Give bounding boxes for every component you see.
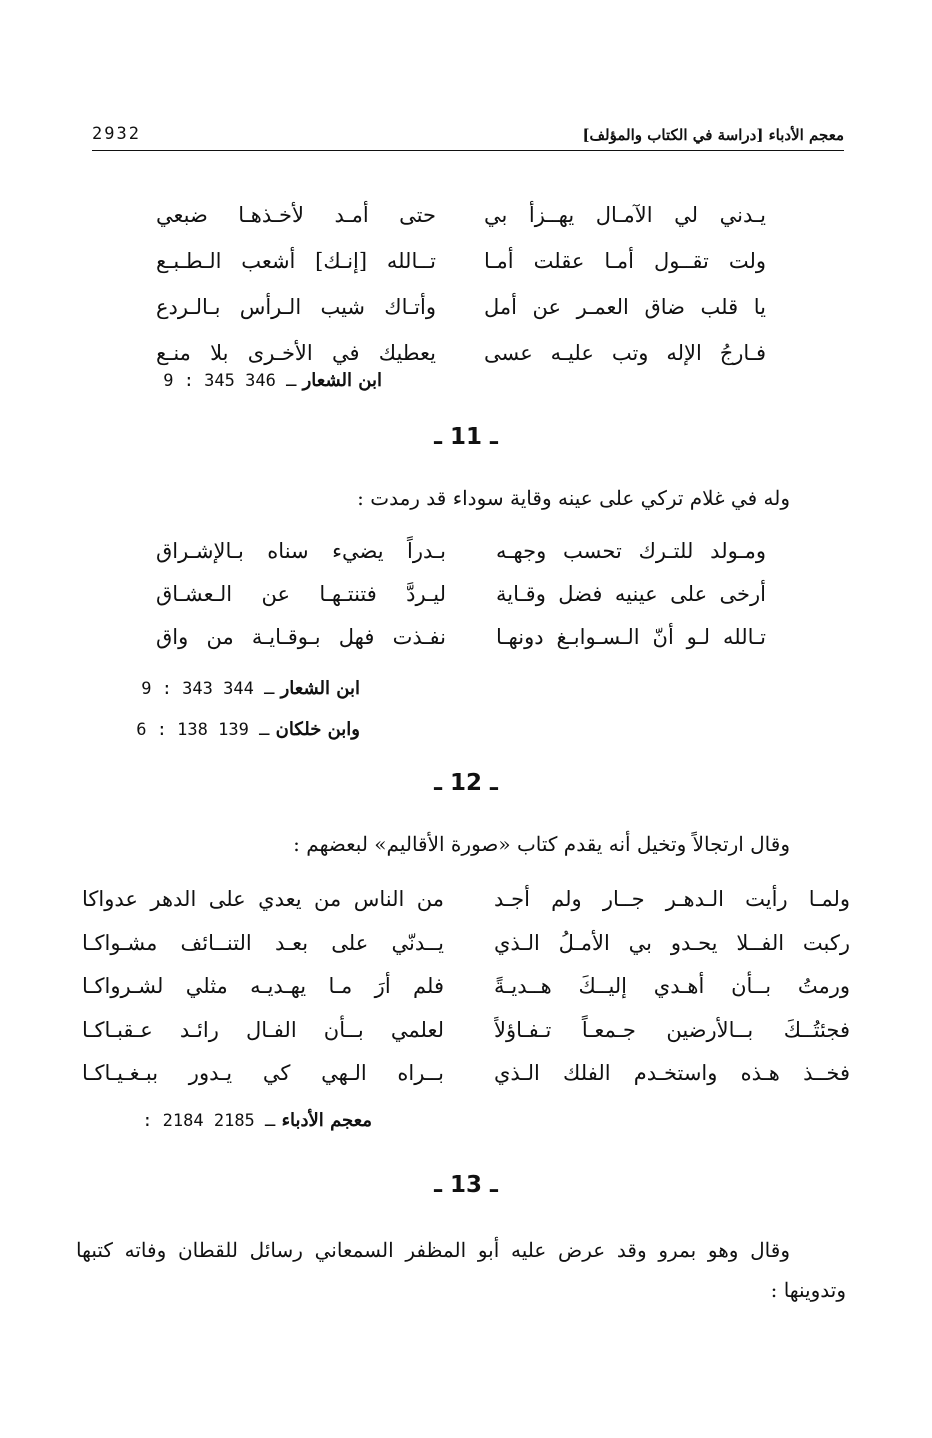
header-rule <box>92 150 844 151</box>
source-label: ابن الشعار <box>302 370 382 391</box>
verse-hemistich-left: لعلمي بــأن الفـال رائـد عـقبـاكـا <box>82 1017 444 1042</box>
verse-hemistich-left: بـدراً يضيء سناه بـالإشـراق <box>156 539 446 563</box>
verse-row <box>156 192 766 238</box>
page-number: 2932 <box>92 124 141 144</box>
poem-11 <box>156 530 766 659</box>
verse-hemistich-left: فلم أرَ مـا يهـديـه مثلي لشـرواكـا <box>82 974 444 998</box>
verse-hemistich-left: تــالله [إنـك] أشعب الـطـبـع <box>156 249 436 273</box>
verse-hemistich-right: فـارجُ الإله وتب عليـه عسى <box>484 341 766 365</box>
verse-hemistich-right: ركبت الفــلا يحـدو بي الأمـلُ الـذي <box>494 930 850 955</box>
verse-row <box>156 573 766 616</box>
verse-hemistich-right: فخــذ هـذه واستخـدم الفلك الـذي <box>494 1061 850 1085</box>
verse-hemistich-right: ورمتُ بــأن أهـدي إليــكَ هــديـةً <box>494 974 850 998</box>
section-13-prose <box>76 1230 846 1310</box>
verse-row <box>82 922 850 966</box>
verse-hemistich-left: بــراه الـهي كي يـدور ببـغـيـاكـا <box>82 1061 444 1085</box>
verse-hemistich-right: يـدني لي الآمـال يهــزأ بي <box>484 203 766 227</box>
verse-row <box>156 530 766 573</box>
source-reference: 6 : 138 ـ 139 <box>136 720 270 740</box>
source-label: وابن خلكان <box>275 719 360 740</box>
poem-12 <box>82 878 850 1096</box>
source-reference: 9 : 343 ـ 344 <box>141 679 275 699</box>
verse-row <box>156 284 766 330</box>
verse-hemistich-right: فجئتُــكَ بــالأرضين جـمعـاً تـفـاؤلاً <box>494 1017 850 1042</box>
verse-row <box>82 965 850 1009</box>
book-title: معجم الأدباء [دراسة في الكتاب والمؤلف] <box>582 126 844 144</box>
section-number-13: ـ 13 ـ <box>434 1172 498 1198</box>
source-reference: : 2184 ـ 2185 <box>142 1111 276 1131</box>
verse-hemistich-left: يــدنّي على بعـد التنــائف مشـواكـا <box>82 930 444 955</box>
section-12-intro: وقال ارتجالاً وتخيل أنه يقدم كتاب «صورة الأقاليم» لبعضهم : <box>293 832 790 856</box>
source-reference: 9 : 345 ـ 346 <box>163 371 297 391</box>
verse-hemistich-left: ليـردَّ فتنتـهـا عن الـعشـاق <box>156 582 446 606</box>
section-number-12: ـ 12 ـ <box>434 770 498 796</box>
prose-line: وتدوينها : <box>770 1278 846 1302</box>
verse-hemistich-left: وأتـاك شيب الـرأس بـالـردع <box>156 295 436 319</box>
source-label: ابن الشعار <box>280 678 360 699</box>
source-citation <box>136 719 360 740</box>
verse-hemistich-right: ولت تقــول أمـا عقلت أمـا <box>484 249 766 273</box>
running-head <box>92 116 844 144</box>
verse-hemistich-left: حتى أمـد لأخـذهـا ضبعي <box>156 203 436 227</box>
verse-row <box>82 1052 850 1096</box>
prose-line: وقال وهو بمرو وقد عرض عليه أبو المظفر السمعاني رسائل للقطان وفاته كتبها <box>76 1238 790 1262</box>
verse-row <box>156 238 766 284</box>
verse-hemistich-right: تـالله لـو أنّ الـسـوابـغ دونهـا <box>496 625 766 649</box>
verse-row <box>156 616 766 659</box>
source-label: معجم الأدباء <box>281 1110 372 1131</box>
verse-row <box>82 1009 850 1053</box>
verse-row <box>82 878 850 922</box>
verse-hemistich-right: ولمـا رأيت الـدهـر جــار ولم أجـد <box>494 887 850 911</box>
source-citation <box>142 1110 372 1131</box>
verse-hemistich-left: من الناس من يعدي على الدهر عدواكا <box>82 887 444 911</box>
verse-hemistich-right: يا قلب ضاق العمـر عن أمل <box>484 295 766 319</box>
section-11-intro: وله في غلام تركي على عينه وقاية سوداء قد رمدت : <box>357 486 790 510</box>
source-citation <box>141 678 360 699</box>
section-number-11: ـ 11 ـ <box>434 424 498 450</box>
poem-1 <box>156 192 766 376</box>
verse-hemistich-left: نفـذت فهل بـوقـايـة من واق <box>156 625 446 649</box>
verse-hemistich-right: ومـولد للتـرك تحسب وجهـه <box>496 539 766 563</box>
verse-hemistich-left: يعطيك في الأخـرى بلا منـع <box>156 341 436 365</box>
source-citation <box>163 370 382 391</box>
verse-hemistich-right: أرخى على عينيه فضل وقـاية <box>496 582 766 606</box>
